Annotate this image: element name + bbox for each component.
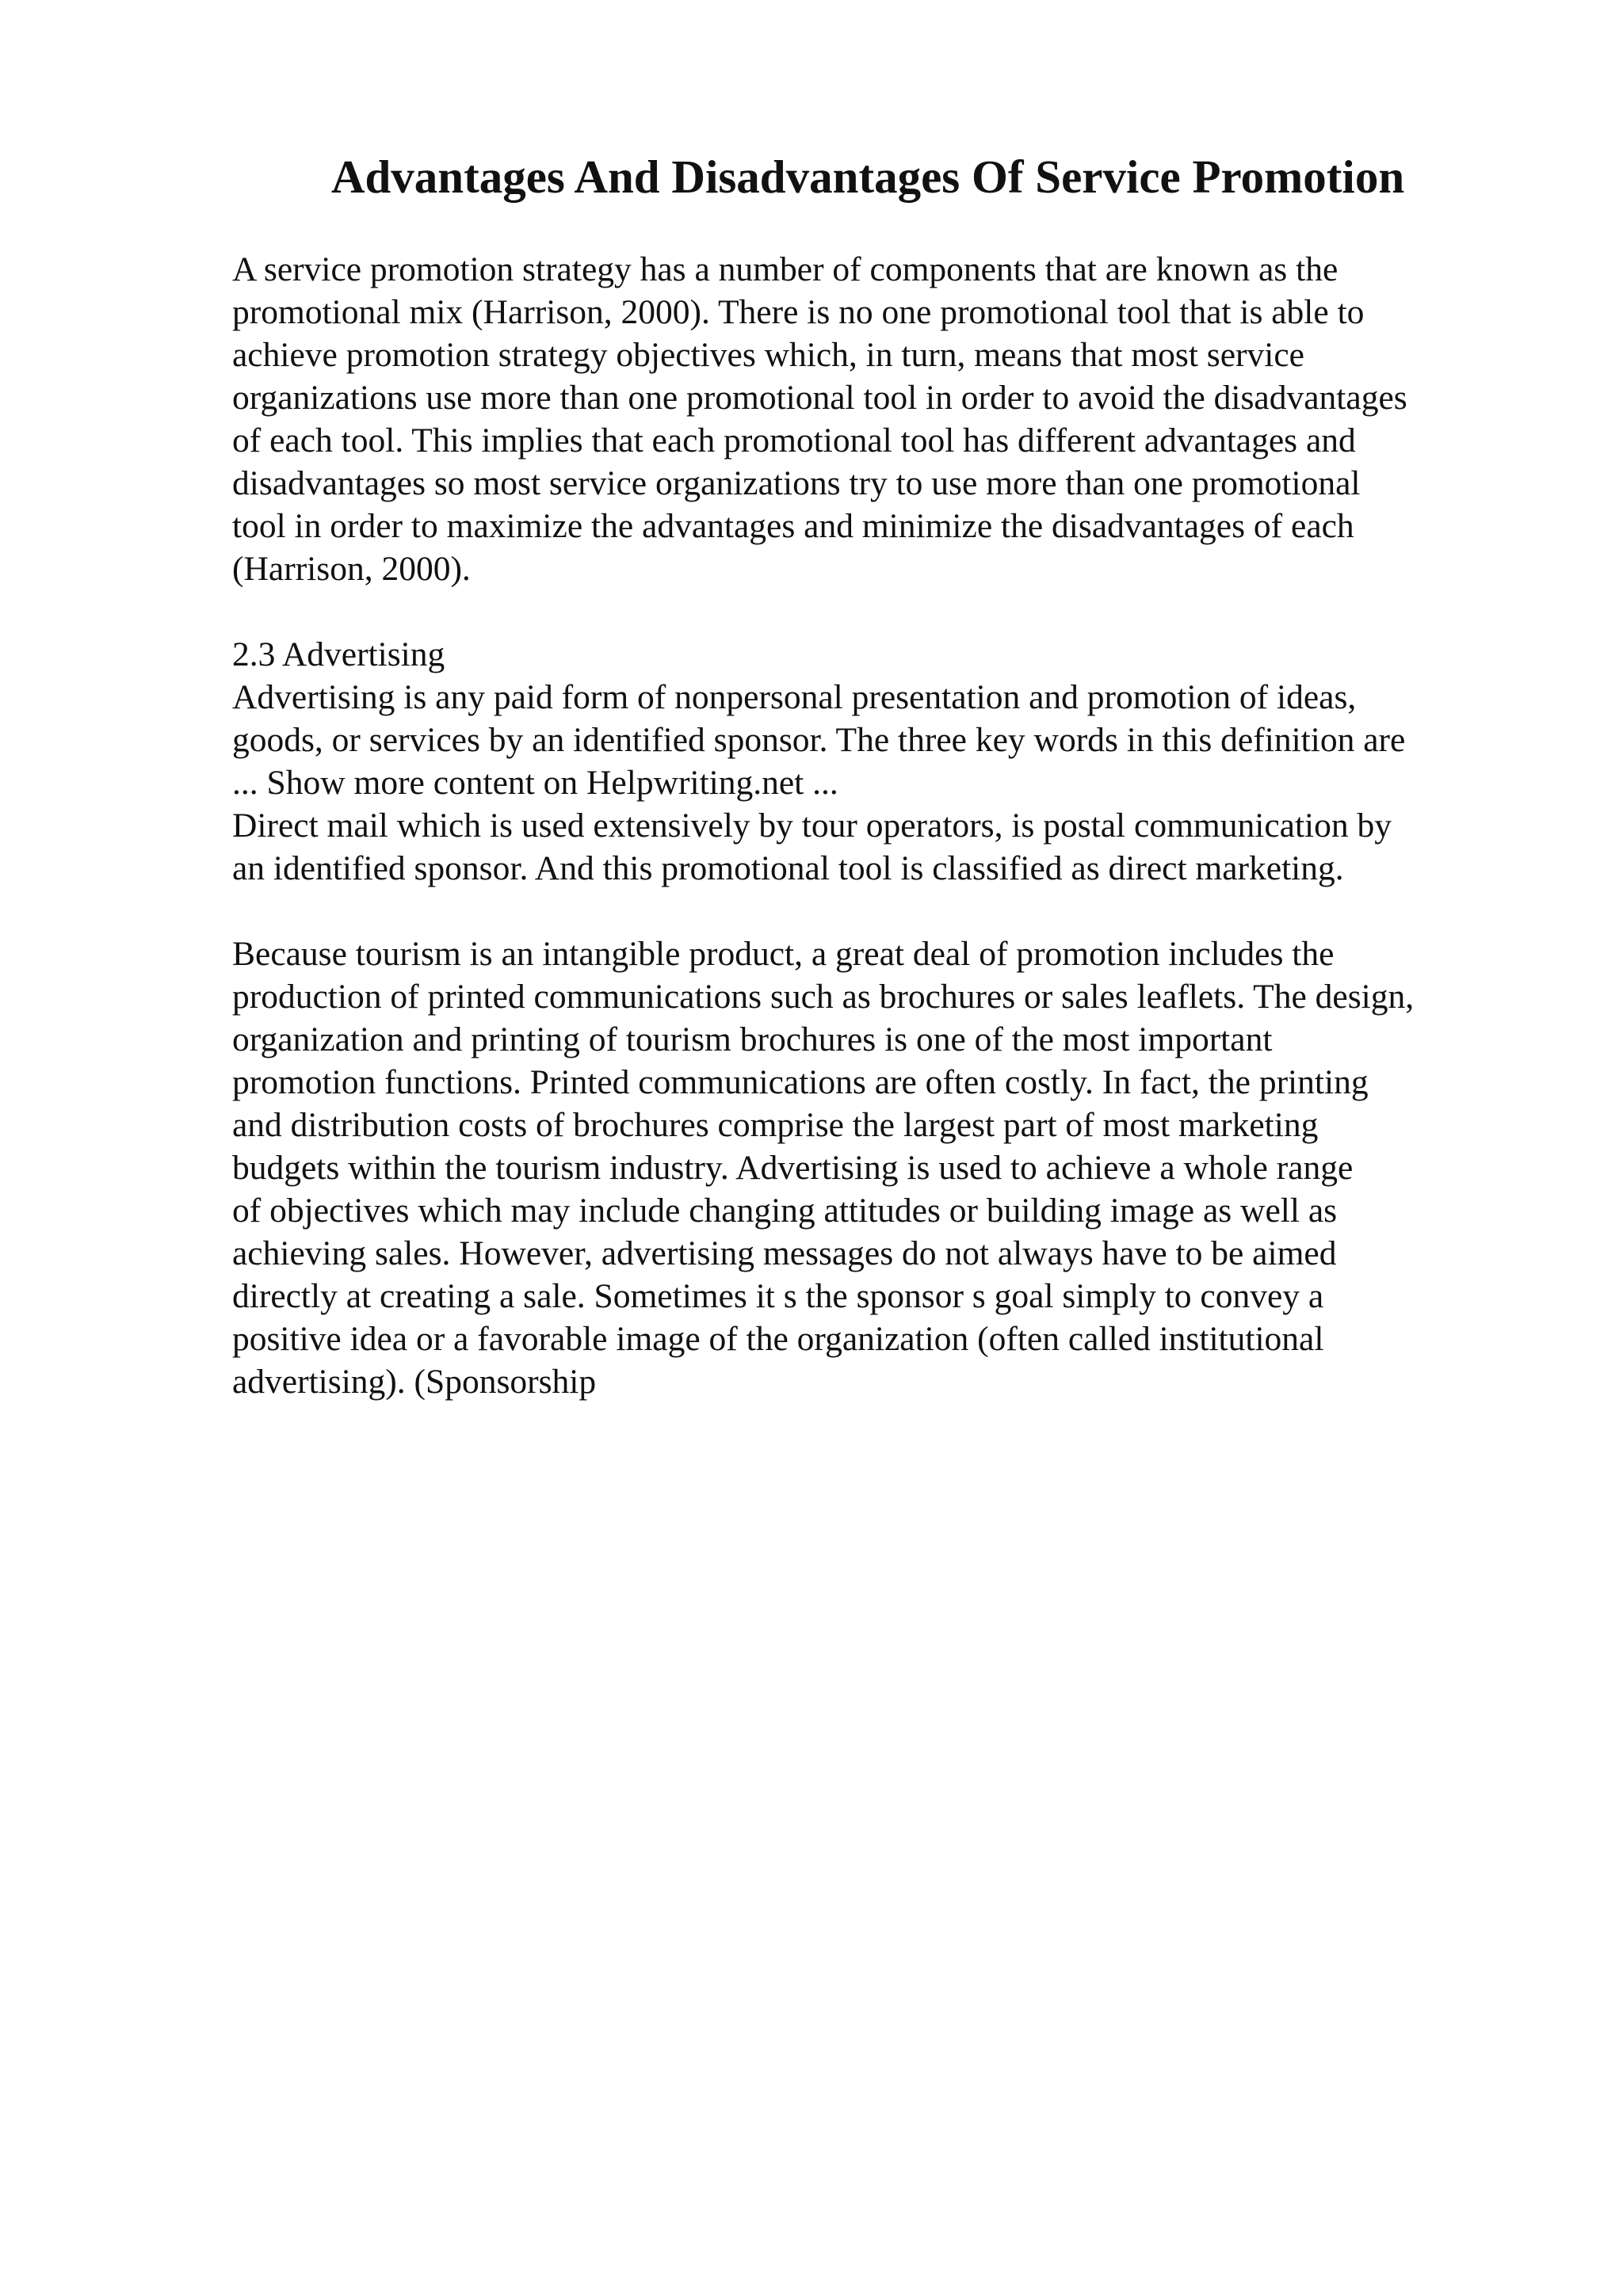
intro-line: organizations use more than one promotional tool in order to avoid the disadvantages xyxy=(232,379,1407,417)
tourism-paragraph xyxy=(232,933,1595,1403)
tourism-line: organization and printing of tourism brochures is one of the most important xyxy=(232,1020,1273,1058)
intro-line: promotional mix (Harrison, 2000). There is no one promotional tool that is able to xyxy=(232,293,1365,331)
intro-line: (Harrison, 2000). xyxy=(232,550,471,588)
tourism-line: and distribution costs of brochures comprise the largest part of most marketing xyxy=(232,1106,1319,1144)
tourism-line: directly at creating a sale. Sometimes it s the sponsor s goal simply to convey a xyxy=(232,1277,1324,1315)
tourism-line: of objectives which may include changing attitudes or building image as well as xyxy=(232,1192,1338,1230)
intro-line: tool in order to maximize the advantages and minimize the disadvantages of each xyxy=(232,507,1354,545)
intro-paragraph xyxy=(232,248,1595,590)
advertising-line: Advertising is any paid form of nonpersonal presentation and promotion of ideas, xyxy=(232,678,1357,716)
tourism-line: budgets within the tourism industry. Advertising is used to achieve a whole range xyxy=(232,1149,1354,1187)
section-heading: 2.3 Advertising xyxy=(232,635,445,673)
advertising-line: goods, or services by an identified sponsor. The three key words in this definition are xyxy=(232,721,1406,759)
show-more-notice: ... Show more content on Helpwriting.net ... xyxy=(232,764,838,802)
advertising-section xyxy=(232,633,1595,890)
advertising-line: Direct mail which is used extensively by tour operators, is postal communication by xyxy=(232,807,1392,845)
intro-line: disadvantages so most service organizations try to use more than one promotional xyxy=(232,464,1361,502)
tourism-line: achieving sales. However, advertising messages do not always have to be aimed xyxy=(232,1234,1337,1272)
document-title: Advantages And Disadvantages Of Service Promotion xyxy=(330,151,1405,203)
tourism-line: Because tourism is an intangible product, a great deal of promotion includes the xyxy=(232,935,1335,973)
tourism-line: advertising). (Sponsorship xyxy=(232,1363,597,1401)
advertising-line: an identified sponsor. And this promotional tool is classified as direct marketing. xyxy=(232,849,1344,887)
intro-line: A service promotion strategy has a number of components that are known as the xyxy=(232,250,1338,288)
intro-line: of each tool. This implies that each promotional tool has different advantages and xyxy=(232,421,1356,460)
intro-line: achieve promotion strategy objectives which, in turn, means that most service xyxy=(232,336,1304,374)
tourism-line: production of printed communications such as brochures or sales leaflets. The design, xyxy=(232,978,1415,1016)
tourism-line: positive idea or a favorable image of the organization (often called institutional xyxy=(232,1320,1324,1358)
tourism-line: promotion functions. Printed communications are often costly. In fact, the printing xyxy=(232,1063,1369,1101)
